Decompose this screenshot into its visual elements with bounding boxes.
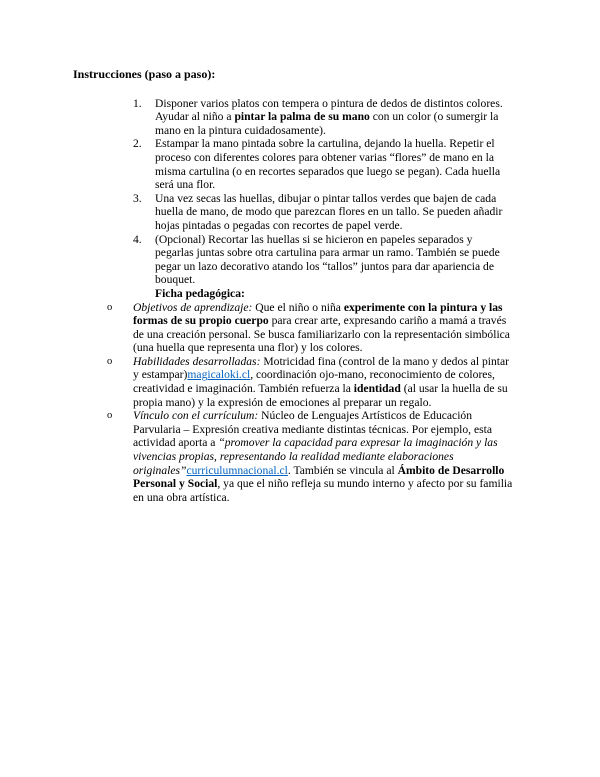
bullet-item [73,301,513,355]
paragraph [133,409,513,504]
text-segment: Una vez secas las huellas, dibujar o pintar tallos verdes que bajen de cada huella de mano, de modo que parezcan flores en un tallo. Se pueden añadir hojas pintadas o pegadas con recortes de papel verde. [155,191,503,232]
paragraph [155,233,513,287]
item-text [133,409,513,504]
paragraph [155,97,513,138]
list-marker: o [107,355,113,367]
text-segment: Que el niño o niña [252,300,344,314]
item-text [133,355,513,409]
text-segment: Habilidades desarrolladas: [133,354,261,368]
text-segment: Estampar la mano pintada sobre la cartulina, dejando la huella. Repetir el proceso con diferentes colores para obtener varias “flores” de mano en la misma cartulina (o en recortes separados que luego se pegan). Cada huella será una flor. [155,137,501,192]
text-segment: Motricidad fina (control de la mano y dedos al pintar y estampar) [133,354,509,382]
text-segment: Disponer varios platos con tempera o pintura de dedos de distintos colores. Ayudar al niño a [155,96,503,124]
text-segment: (al usar la huella de su propia mano) y la expresión de emociones al preparar un regalo. [133,382,508,409]
list-marker: 4. [133,232,142,246]
numbered-item [73,233,513,301]
text-segment: “promover la capacidad para expresar la imaginación y las vivencias propias, representando la realidad mediante elaboraciones originales” [133,436,498,477]
text-segment: . También se vincula al [287,463,398,477]
bullet-item [73,409,513,504]
item-text [155,233,513,301]
text-segment: (Opcional) Recortar las huellas si se hicieron en papeles separados y pegarlas juntas sobre otra cartulina para armar un ramo. También se puede pegar un lazo decorativo atando los “tallos” juntos para dar apariencia de bouquet. [155,232,500,287]
list-marker: 1. [133,96,142,110]
numbered-item [73,137,513,191]
numbered-list [73,97,513,301]
curriculumnacional-link[interactable]: curriculumnacional.cl [186,463,288,477]
bullet-list [73,301,513,505]
list-marker: 3. [133,191,142,205]
list-marker: 2. [133,137,142,151]
paragraph [155,192,513,233]
item-text [155,192,513,233]
paragraph [155,137,513,191]
text-segment: , coordinación ojo-mano, reconocimiento de colores, creatividad e imaginación. También refuerza la [133,368,495,396]
list-marker: o [107,301,113,313]
numbered-item [73,97,513,138]
item-text [155,97,513,138]
text-segment: experimente con la pintura y las formas de su propio cuerpo [133,300,503,328]
text-segment: Ficha pedagógica: [155,286,245,300]
text-segment: , ya que el niño refleja su mundo interno y afecto por su familia en una obra artística. [133,477,513,504]
text-segment: Núcleo de Lenguajes Artísticos de Educación Parvularia – Expresión creativa mediante distintas técnicas. Por ejemplo, esta actividad aporta a [133,409,492,450]
text-segment: Vínculo con el currículum: [133,409,259,423]
text-segment: Objetivos de aprendizaje: [133,300,253,314]
numbered-item [73,192,513,233]
page-title: Instrucciones (paso a paso): [73,67,216,81]
magicaloki-link[interactable]: magicaloki.cl [187,368,251,382]
text-segment: con un color (o sumergir la mano en la pintura cuidadosamente). [155,110,499,137]
text-segment: Ámbito de Desarrollo Personal y Social [133,463,505,491]
text-segment: identidad [353,382,401,396]
paragraph [133,355,513,409]
bullet-item [73,355,513,409]
text-segment: para crear arte, expresando cariño a mamá a través de una creación personal. Se busca familiarizarlo con la representación simbólica (una huella que representa una flor) y los colores. [133,314,510,355]
content-area [73,68,513,504]
list-marker: o [107,410,113,422]
paragraph [133,301,513,355]
item-text [155,137,513,191]
text-segment: pintar la palma de su mano [234,110,370,124]
item-text [133,301,513,355]
paragraph [155,287,513,301]
